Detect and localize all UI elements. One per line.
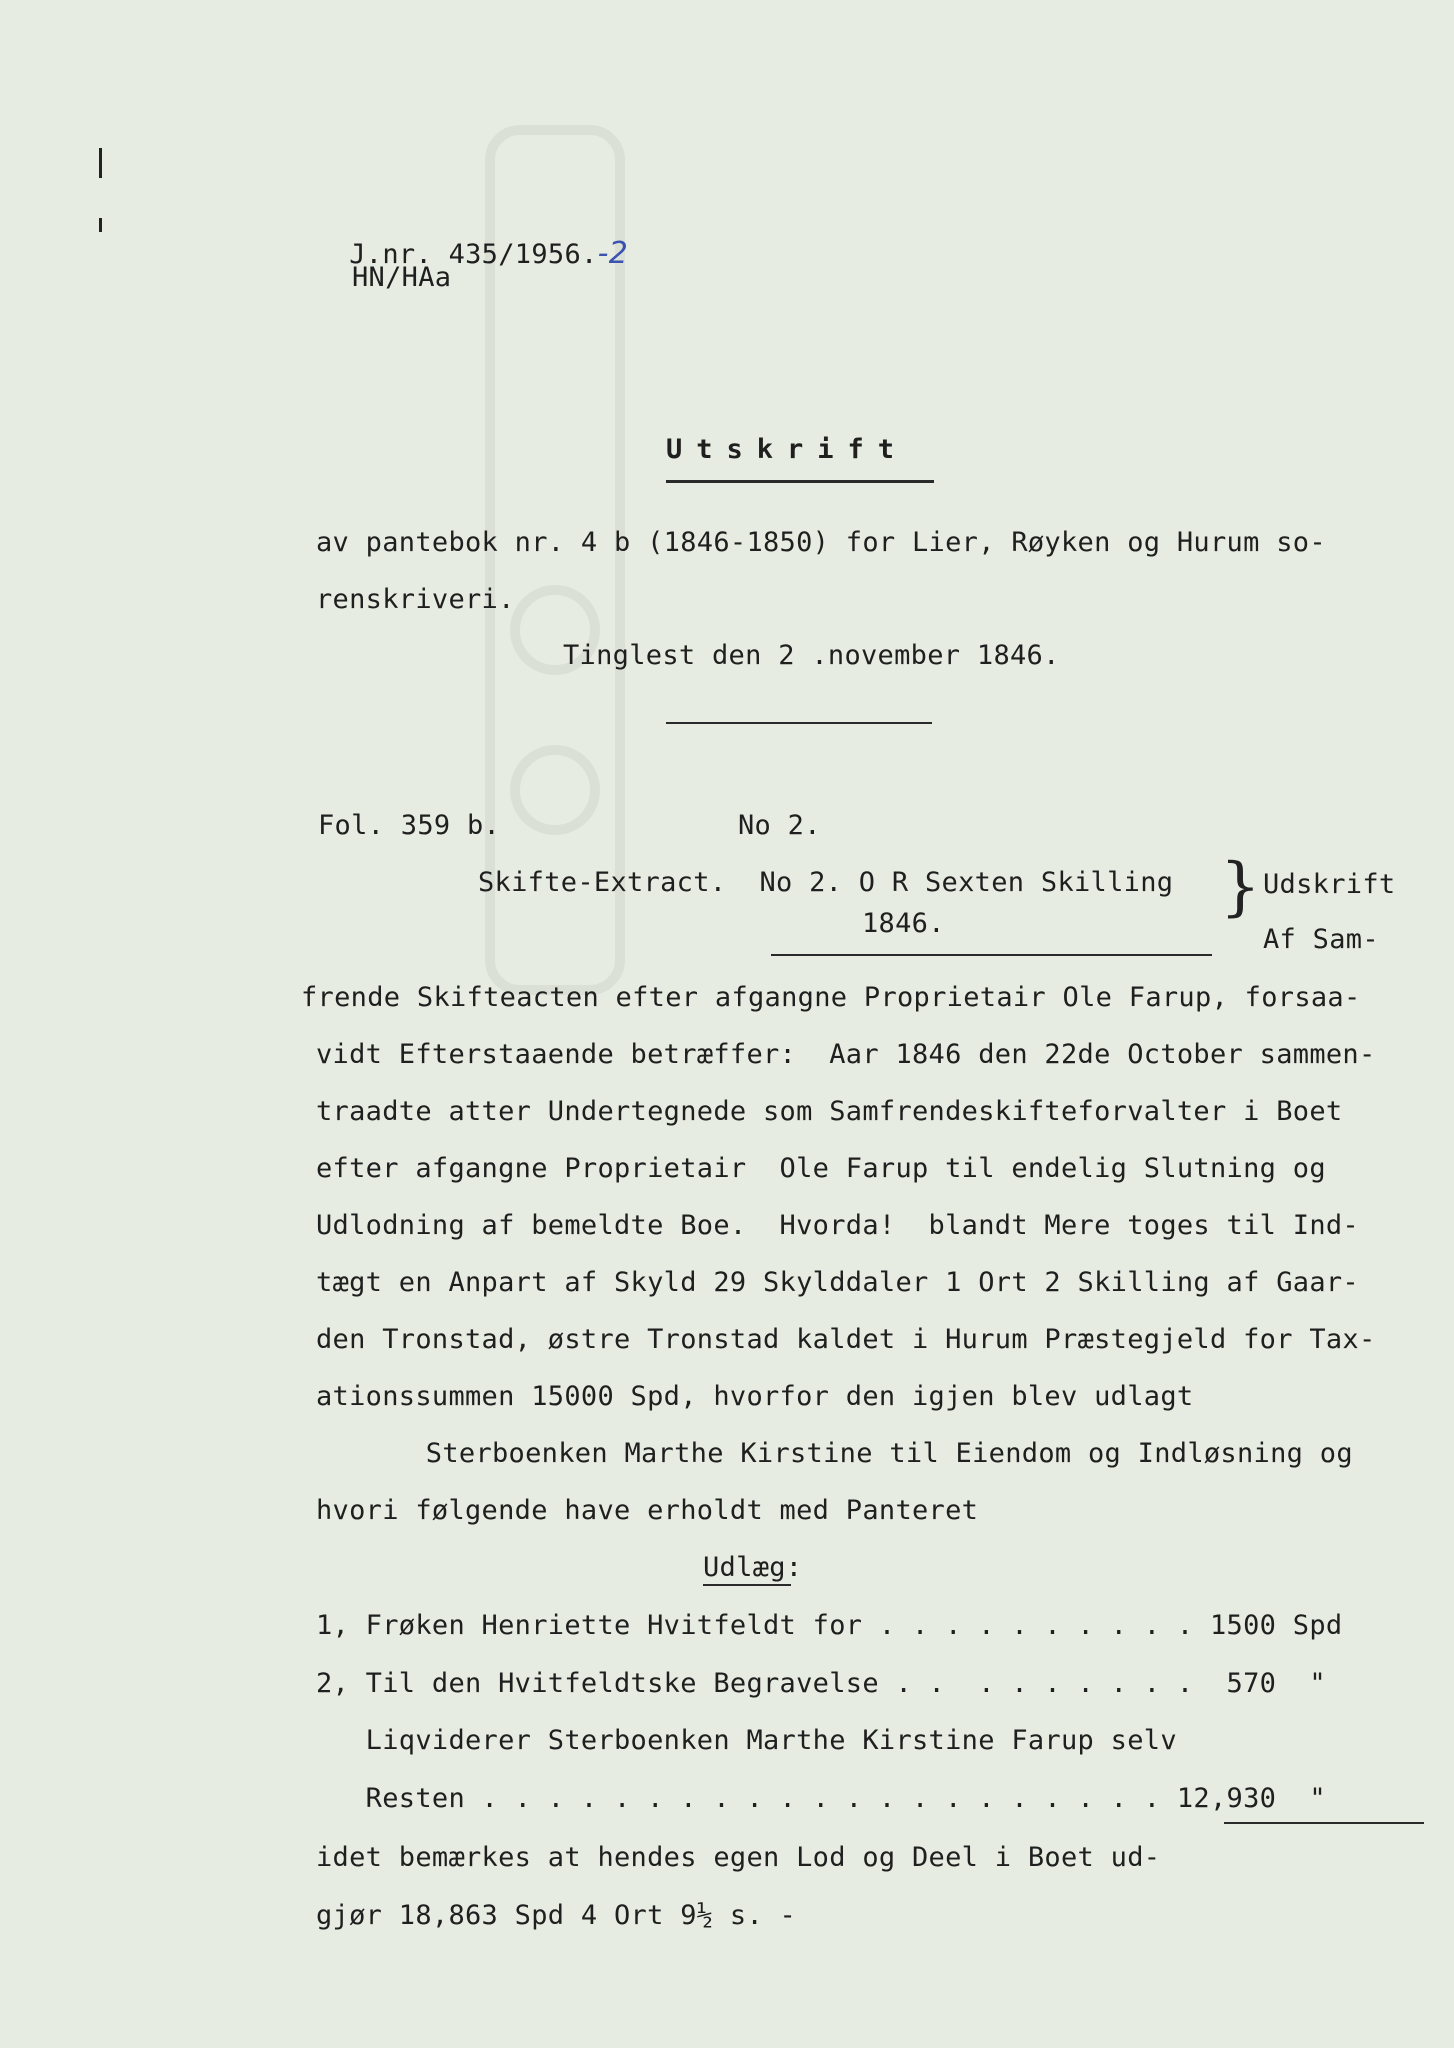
body-line: Sterboenken Marthe Kirstine til Eiendom og Indløsning og (343, 1438, 1353, 1469)
body-line: traadte atter Undertegnede som Samfrendeskifteforvalter i Boet (316, 1096, 1343, 1127)
side-note-2: Af Sam- (1263, 924, 1379, 955)
body-line: Udlodning af bemeldte Boe. Hvorda! blandt Mere toges til Ind- (316, 1210, 1359, 1241)
margin-mark-bottom (99, 218, 102, 232)
sum-underline (1224, 1822, 1424, 1824)
body-line: frende Skifteacten efter afgangne Proprietair Ole Farup, forsaa- (301, 982, 1361, 1013)
body-line: hvori følgende have erholdt med Panteret (316, 1495, 979, 1526)
journal-number: J.nr. 435/1956.-2 (349, 236, 629, 271)
extract-year: 1846. (862, 908, 945, 939)
brace-icon: } (1220, 850, 1261, 924)
side-note-1: Udskrift (1263, 869, 1396, 900)
body-line: ationssummen 15000 Spd, hvorfor den igjen blev udlagt (316, 1381, 1194, 1412)
body-line: den Tronstad, østre Tronstad kaldet i Hurum Præstegjeld for Tax- (316, 1324, 1376, 1355)
tinglest-date: Tinglest den 2 .november 1846. (563, 640, 1060, 671)
body-line: vidt Efterstaaende betræffer: Aar 1846 den 22de October sammen- (316, 1039, 1376, 1070)
udlaeg-item-3b: Resten . . . . . . . . . . . . . . . . . . . . . 12,930 " (316, 1783, 1326, 1814)
extract-underline (771, 954, 1212, 956)
margin-mark-top (99, 148, 102, 178)
udlaeg-item-3a: Liqviderer Sterboenken Marthe Kirstine Farup selv (316, 1725, 1177, 1756)
udlaeg-item-2: 2, Til den Hvitfeldtske Begravelse . . . . . . . . . 570 " (316, 1668, 1326, 1699)
section-divider (666, 722, 932, 724)
intro-line-1: av pantebok nr. 4 b (1846-1850) for Lier, Røyken og Hurum so- (316, 527, 1326, 558)
closing-line-1: idet bemærkes at hendes egen Lod og Deel i Boet ud- (316, 1842, 1161, 1873)
closing-line-2: gjør 18,863 Spd 4 Ort 9½ s. - (316, 1900, 797, 1931)
folio-number: Fol. 359 b. (318, 810, 501, 841)
handwritten-suffix: -2 (597, 236, 629, 271)
udlaeg-heading: Udlæg: (703, 1552, 803, 1583)
initials: HN/HAa (352, 262, 452, 293)
page-title: Utskrift (666, 434, 909, 465)
udlaeg-underline (703, 1584, 791, 1586)
extract-title: Skifte-Extract. No 2. O R Sexten Skilling (478, 867, 1174, 898)
body-line: efter afgangne Proprietair Ole Farup til endelig Slutning og (316, 1153, 1326, 1184)
body-line: tægt en Anpart af Skyld 29 Skylddaler 1 Ort 2 Skilling af Gaar- (316, 1267, 1359, 1298)
intro-line-2: renskriveri. (316, 584, 515, 615)
title-underline (666, 480, 934, 483)
udlaeg-item-1: 1, Frøken Henriette Hvitfeldt for . . . . . . . . . . 1500 Spd (316, 1610, 1343, 1641)
entry-number: No 2. (738, 810, 821, 841)
